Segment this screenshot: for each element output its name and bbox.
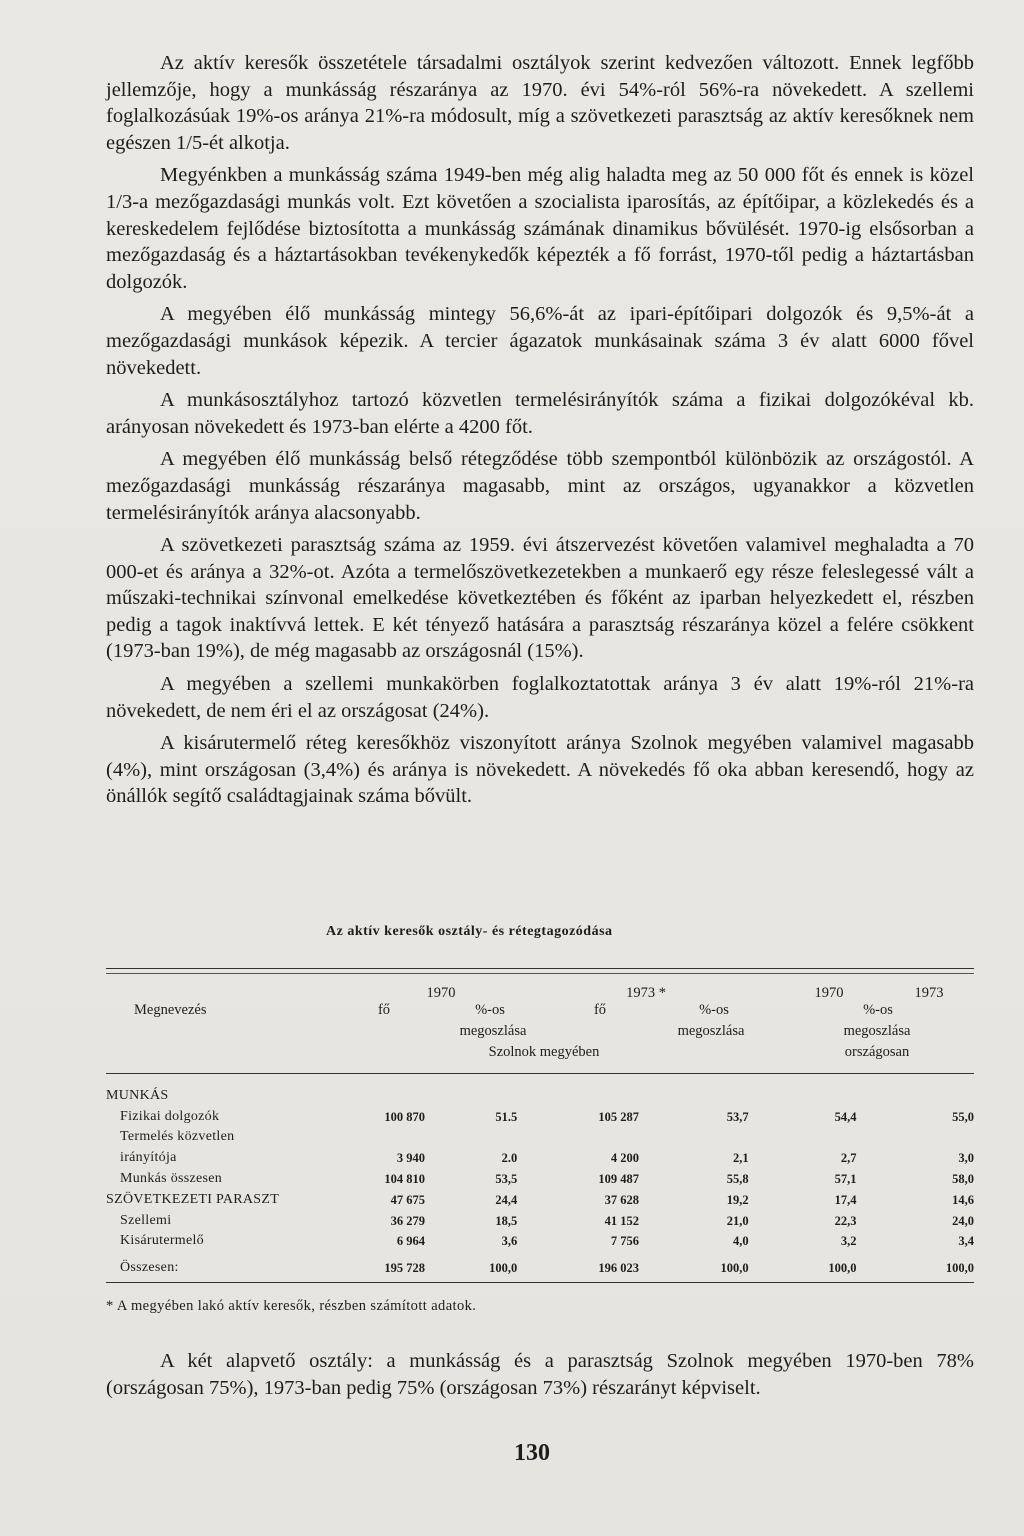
cell-value: 53,7 xyxy=(726,1109,749,1124)
cell-value: 109 487 xyxy=(598,1171,639,1186)
header-national-1970: 1970 xyxy=(814,985,844,1001)
cell-value xyxy=(364,1083,425,1104)
row-label: Kisárutermelő xyxy=(120,1233,204,1249)
cell-value xyxy=(517,1125,639,1146)
cell-value: 54,4 xyxy=(834,1109,857,1124)
cell-value xyxy=(517,1083,639,1104)
cell-value: 36 279 xyxy=(390,1213,426,1228)
cell-value: 6 964 xyxy=(396,1234,426,1249)
cell-value: 55,0 xyxy=(952,1109,974,1124)
cell-value: 21,0 xyxy=(726,1213,749,1228)
paragraph-1: Az aktív keresők összetétele társadalmi osztályok szerint kedvezően változott. Ennek legfőbb jellemzője, hogy a munkásság részaránya az 1970. évi 54%-ról 56%-ra növekedett. A szellemi foglalkozásúak 19%-os aránya 21%-ra módosult, míg a szövetkezeti parasztság az aktív keresőknek nem egészen 1/5-ét alkotja. xyxy=(106,52,974,154)
closing-paragraph: A két alapvető osztály: a munkásság és a parasztság Szolnok megyében 1970-ben 78% (országosan 75%), 1973-ban pedig 75% (országosan 73%) részarányt képviselt. xyxy=(106,1350,974,1399)
row-label: Munkás összesen xyxy=(120,1170,223,1186)
cell-value: 3,6 xyxy=(501,1234,518,1249)
row-label: Összesen: xyxy=(120,1260,179,1276)
header-year-1973: 1973 * xyxy=(626,985,666,1001)
table-bottom-rule xyxy=(106,1282,974,1283)
header-szolnok: Szolnok megyében xyxy=(488,1044,600,1060)
table-row xyxy=(106,1083,974,1104)
cell-value: 100,0 xyxy=(945,1261,974,1276)
row-label: SZÖVETKEZETI PARASZT xyxy=(106,1191,280,1207)
table-row xyxy=(106,1125,974,1146)
table-row xyxy=(106,1249,974,1276)
cell-value: 105 287 xyxy=(598,1109,639,1124)
header-year-1970: 1970 xyxy=(426,985,456,1001)
cell-value: 3 940 xyxy=(396,1151,426,1166)
cell-value: 14,6 xyxy=(952,1192,974,1207)
cell-value: 2.0 xyxy=(501,1151,518,1166)
cell-value: 22,3 xyxy=(834,1213,857,1228)
cell-value: 100 870 xyxy=(384,1109,426,1124)
table-row xyxy=(106,1229,974,1250)
cell-value xyxy=(425,1083,517,1104)
cell-value: 3,2 xyxy=(840,1234,857,1249)
header-megoszlasa-national: megoszlása xyxy=(843,1023,911,1039)
paragraph-8: A kisárutermelő réteg keresőkhöz viszonyított aránya Szolnok megyében valamivel magasabb (4%), mint országosan (3,4%) és aránya is növekedett. A növekedés fő oka abban keresendő, hogy az önállók segítő családtagjainak száma bővült. xyxy=(106,732,974,808)
header-orszagosan: országosan xyxy=(844,1044,910,1060)
cell-value: 100,0 xyxy=(828,1261,857,1276)
row-label: irányítója xyxy=(120,1150,177,1166)
cell-value: 47 675 xyxy=(390,1192,426,1207)
cell-value: 4,0 xyxy=(733,1234,749,1249)
cell-value xyxy=(639,1125,749,1146)
table-header-rule xyxy=(106,1073,974,1074)
cell-value xyxy=(425,1125,517,1146)
cell-value xyxy=(364,1125,425,1146)
cell-value: 4 200 xyxy=(610,1151,639,1166)
cell-value: 104 810 xyxy=(384,1171,426,1186)
cell-value: 19,2 xyxy=(726,1192,749,1207)
paragraph-4: A munkásosztályhoz tartozó közvetlen termelésirányítók száma a fizikai dolgozókéval kb. arányosan növekedett és 1973-ban elérte a 4200 főt. xyxy=(106,389,974,438)
cell-value: 3,0 xyxy=(958,1151,974,1166)
cell-value: 17,4 xyxy=(834,1192,857,1207)
cell-value: 41 152 xyxy=(604,1213,639,1228)
header-name-column: Megnevezés xyxy=(134,1002,207,1018)
cell-value: 37 628 xyxy=(604,1192,639,1207)
header-pct-1970: %-os xyxy=(475,1002,505,1018)
row-label: Szellemi xyxy=(120,1212,172,1228)
table-row xyxy=(106,1104,974,1125)
header-national-1973: 1973 xyxy=(914,985,944,1001)
cell-value: 51.5 xyxy=(495,1109,518,1124)
cell-value: 7 756 xyxy=(610,1234,639,1249)
cell-value xyxy=(856,1125,974,1146)
cell-value xyxy=(856,1083,974,1104)
table-top-rule xyxy=(106,968,974,969)
cell-value: 24,4 xyxy=(495,1192,518,1207)
paragraph-3: A megyében élő munkásság mintegy 56,6%-át az ipari-építőipari dolgozók és 9,5%-át a mezőgazdasági munkások képezik. A tercier ágazatok munkásainak száma 3 év alatt 6000 fővel növekedett. xyxy=(106,303,974,379)
cell-value: 57,1 xyxy=(834,1171,857,1186)
cell-value xyxy=(749,1083,857,1104)
cell-value: 24,0 xyxy=(952,1213,974,1228)
cell-value: 18,5 xyxy=(495,1213,518,1228)
table-row xyxy=(106,1208,974,1229)
row-label: MUNKÁS xyxy=(106,1087,169,1103)
cell-value: 2,7 xyxy=(840,1151,857,1166)
cell-value: 196 023 xyxy=(598,1261,639,1276)
cell-value: 55,8 xyxy=(726,1171,749,1186)
cell-value xyxy=(749,1125,857,1146)
table-row xyxy=(106,1166,974,1187)
cell-value: 3,4 xyxy=(958,1234,974,1249)
row-label: Fizikai dolgozók xyxy=(120,1108,220,1124)
header-megoszlasa-1973: megoszlása xyxy=(677,1023,745,1039)
row-label: Termelés közvetlen xyxy=(120,1129,235,1145)
paragraph-2: Megyénkben a munkásság száma 1949-ben még alig haladta meg az 50 000 főt és ennek is közel 1/3-a mezőgazdasági munkás volt. Ezt követően a szocialista iparosítás, az építőipar, a közlekedés és a kereskedelem fejlődése biztosította a munkásság számának dinamikus bővülését. 1970-ig elsősorban a mezőgazdaság és a háztartásokban tevékenykedők képezték a fő forrást, 1970-től pedig a háztartásban dolgozók. xyxy=(106,164,974,293)
cell-value: 53,5 xyxy=(495,1171,518,1186)
table-row xyxy=(106,1187,974,1208)
cell-value: 58,0 xyxy=(952,1171,974,1186)
paragraph-7: A megyében a szellemi munkakörben foglalkoztatottak aránya 3 év alatt 19%-ról 21%-ra növekedett, de nem éri el az országosat (24%). xyxy=(106,673,974,722)
header-pct-1973: %-os xyxy=(699,1002,729,1018)
cell-value xyxy=(639,1083,749,1104)
header-megoszlasa-1970: megoszlása xyxy=(459,1023,527,1039)
header-fo-1973: fő xyxy=(593,1002,607,1018)
header-pct-national: %-os xyxy=(863,1002,893,1018)
table-row xyxy=(106,1145,974,1166)
table-footnote: * A megyében lakó aktív keresők, részben számított adatok. xyxy=(106,1298,477,1314)
table-title: Az aktív keresők osztály- és rétegtagozódása xyxy=(326,924,613,939)
table-top-rule-2 xyxy=(106,973,974,974)
cell-value: 100,0 xyxy=(720,1261,749,1276)
cell-value: 2,1 xyxy=(733,1151,749,1166)
cell-value: 100,0 xyxy=(489,1261,518,1276)
paragraph-6: A szövetkezeti parasztság száma az 1959. évi átszervezést követően valamivel meghaladta a 70 000-et és aránya a 32%-ot. Azóta a termelőszövetkezetekben a munkaerő egy része feleslegessé vált a műszaki-technikai színvonal emelkedése következtében és főként az iparban helyezkedett el, részben pedig a tagok inaktívvá lettek. E két tényező hatására a parasztság részaránya közel a felére csökkent (1973-ban 19%), de még magasabb az országosnál (15%). xyxy=(106,534,974,663)
paragraph-5: A megyében élő munkásság belső rétegződése több szempontból különbözik az országostól. A mezőgazdasági munkásság részaránya magasabb, mint az országos, ugyanakkor a közvetlen termelésirányítók aránya alacsonyabb. xyxy=(106,448,974,524)
cell-value: 195 728 xyxy=(384,1261,426,1276)
header-fo-1970: fő xyxy=(377,1002,391,1018)
page-number: 130 xyxy=(514,1440,550,1466)
data-table xyxy=(106,1083,974,1276)
body-text xyxy=(106,50,974,816)
